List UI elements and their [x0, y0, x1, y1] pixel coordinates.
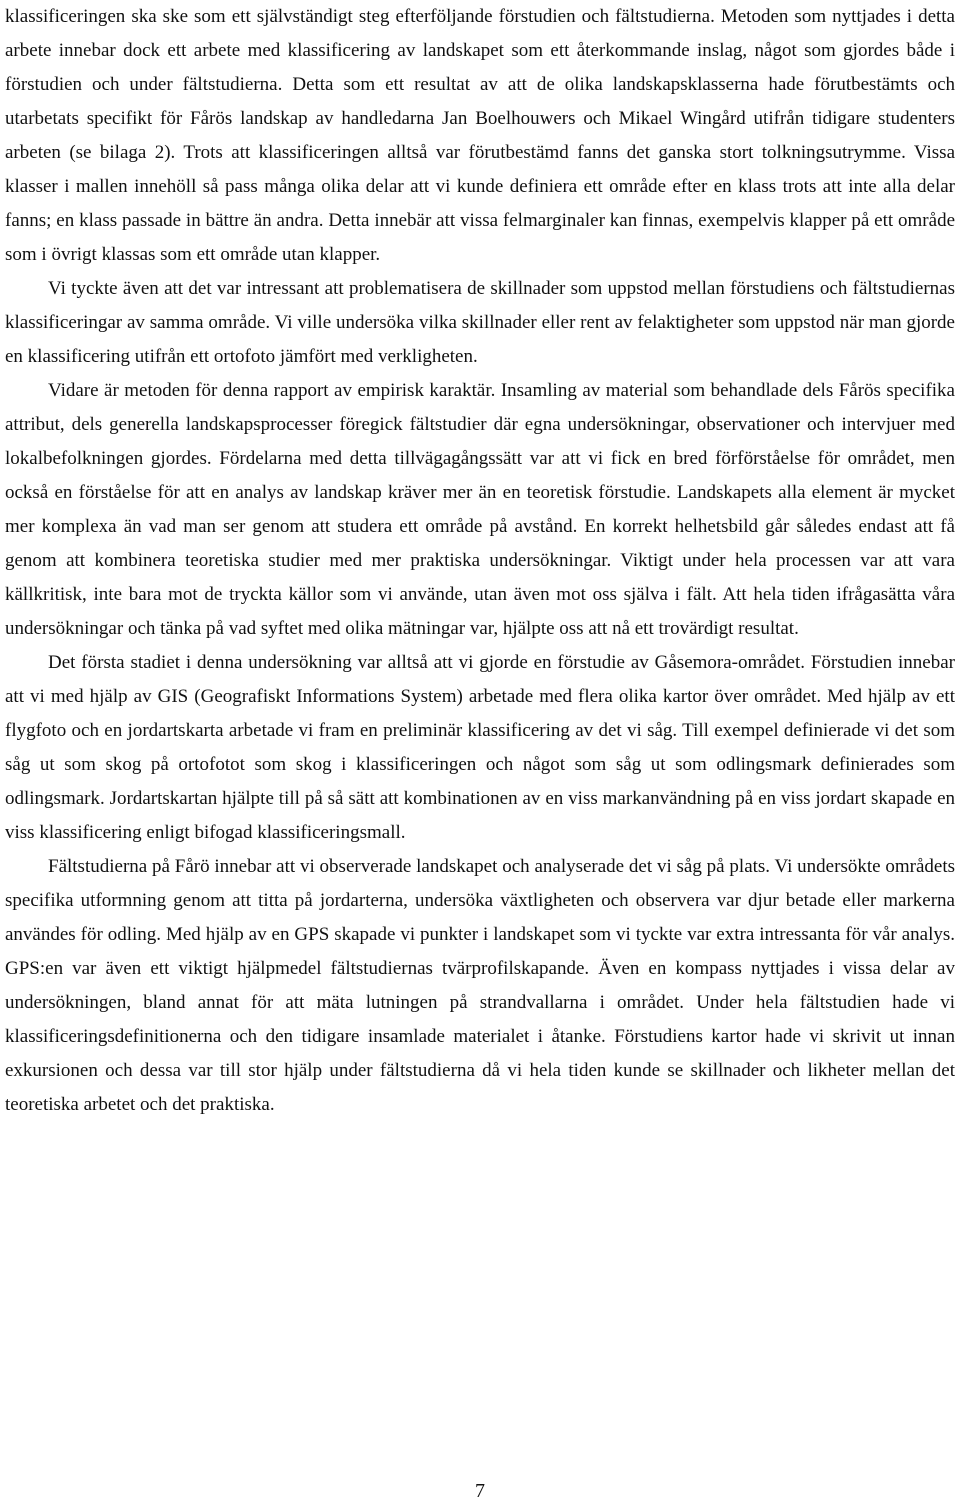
paragraph-5: Fältstudierna på Fårö innebar att vi observerade landskapet och analyserade det vi såg på plats. Vi undersökte områdets specifika utformning genom att titta på jordarterna, undersöka växtligheten och observera var djur betade eller markerna användes för odling. Med hjälp av en GPS skapade vi punkter i landskapet som vi tyckte var extra intressanta för vår analys. GPS:en var även ett viktigt hjälpmedel fältstudiernas tvärprofilskapande. Även en kompass nyttjades i vissa delar av undersökningen, bland annat för att mäta lutningen på strandvallarna i området. Under hela fältstudien hade vi klassificeringsdefinitionerna och den tidigare insamlade materialet i åtanke. Förstudiens kartor hade vi skrivit ut innan exkursionen och dessa var till stor hjälp under fältstudierna då vi hela tiden kunde se skillnader och likheter mellan det teoretiska arbetet och det praktiska. — [5, 856, 955, 1115]
paragraph-3: Vidare är metoden för denna rapport av empirisk karaktär. Insamling av material som behandlade dels Fårös specifika attribut, dels generella landskapsprocesser föregick fältstudier där egna undersökningar, observationer och intervjuer med lokalbefolkningen gjordes. Fördelarna med detta tillvägagångssätt var att vi fick en bred förförståelse för området, men också en förståelse för att en analys av landskap kräver mer än en teoretisk förstudie. Landskapets alla element är mycket mer komplexa än vad man ser genom att studera ett område på avstånd. En korrekt helhetsbild går således endast att få genom att kombinera teoretiska studier med mer praktiska undersökningar. Viktigt under hela processen var att vara källkritisk, inte bara mot de tryckta källor som vi använde, utan även mot oss själva i fält. Att hela tiden ifrågasätta våra undersökningar och tänka på vad syftet med olika mätningar var, hjälpte oss att nå ett trovärdigt resultat. — [5, 380, 955, 639]
paragraph-2: Vi tyckte även att det var intressant att problematisera de skillnader som uppstod mellan förstudiens och fältstudiernas klassificeringar av samma område. Vi ville undersöka vilka skillnader eller rent av felaktigheter som uppstod när man gjorde en klassificering utifrån ett ortofoto jämfört med verkligheten. — [5, 278, 955, 367]
paragraph-4: Det första stadiet i denna undersökning var alltså att vi gjorde en förstudie av Gåsemora-området. Förstudien innebar att vi med hjälp av GIS (Geografiskt Informations System) arbetade med flera olika kartor över området. Med hjälp av ett flygfoto och en jordartskarta arbetade vi fram en preliminär klassificering av det vi såg. Till exempel definierade vi det som såg ut som skog på ortofotot som skog i klassificeringen och något som såg ut som odlingsmark definierades som odlingsmark. Jordartskartan hjälpte till på så sätt att kombinationen av en viss markanvändning på en viss jordart skapade en viss klassificering enligt bifogad klassificeringsmall. — [5, 652, 955, 843]
paragraph-1: klassificeringen ska ske som ett självständigt steg efterföljande förstudien och fältstudierna. Metoden som nyttjades i detta arbete innebar dock ett arbete med klassificering av landskapet som ett återkommande inslag, något som gjordes både i förstudien och under fältstudierna. Detta som ett resultat av att de olika landskapsklasserna hade förutbestämts och utarbetats specifikt för Fårös landskap av handledarna Jan Boelhouwers och Mikael Wingård utifrån tidigare studenters arbeten (se bilaga 2). Trots att klassificeringen alltså var förutbestämd fanns det ganska stort tolkningsutrymme. Vissa klasser i mallen innehöll så pass många olika delar att vi kunde definiera ett område efter en klass trots att inte alla delar fanns; en klass passade in bättre än andra. Detta innebär att vissa felmarginaler kan finnas, exempelvis klapper på ett område som i övrigt klassas som ett område utan klapper. — [5, 6, 955, 265]
document-body — [5, 0, 955, 1122]
page-number: 7 — [475, 1480, 485, 1502]
